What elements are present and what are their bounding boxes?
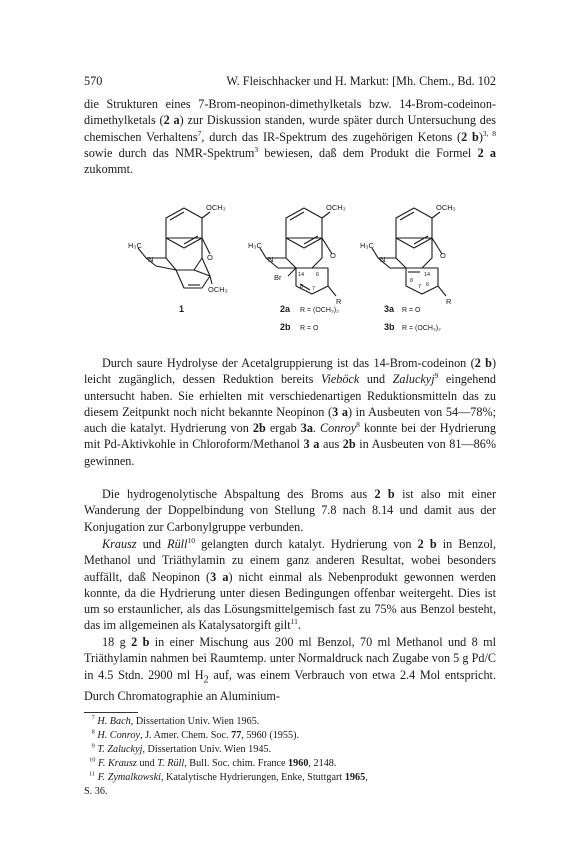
author-name: F. Zymalkowski <box>97 772 161 783</box>
year: 1960 <box>288 758 309 769</box>
footnote-ref: 10 <box>187 535 195 545</box>
text: auf, was einem Verbrauch von etwa 2.4 Mol entspricht. Durch Chromatographie an Aluminium- <box>84 667 496 704</box>
text: aus <box>319 437 343 452</box>
year: 1965 <box>344 772 366 783</box>
locant: 14 <box>424 272 431 278</box>
structure-2-drawing <box>260 208 336 296</box>
br-label: Br <box>274 273 282 282</box>
text: bewiesen, daß dem Produkt die Formel <box>258 145 478 160</box>
author-name: H. Conroy <box>97 730 140 741</box>
text: , Katalytische Hydrierungen, Enke, Stuttgart <box>160 772 345 783</box>
o-label: O <box>440 251 446 260</box>
n-label: N <box>380 255 386 264</box>
text: konnte bei der Hydrierung mit Pd-Aktivkohle in Chloroform/Methanol <box>84 421 496 452</box>
text: ) <box>478 129 483 144</box>
text: , Dissertation Univ. Wien 1945. <box>142 744 272 755</box>
compound-ref: 2 b <box>417 537 437 551</box>
compound-ref: 2b <box>342 437 356 452</box>
h3c-label: H₃C <box>360 241 374 250</box>
author-name: Rüll <box>167 537 188 551</box>
text: ergab <box>265 421 301 436</box>
text: in Benzol, Methanol und Triäthylamin zu einem ganz anderen Resultat, wobei besonders auffällt, daß Neopinon ( <box>84 537 496 584</box>
locant: 6 <box>316 272 320 278</box>
footnote-ref: 8 <box>356 420 360 430</box>
compound-ref: 3 a <box>303 437 320 452</box>
paragraph-5 <box>84 634 496 705</box>
compound-2a-label: 2a <box>280 304 291 314</box>
footnote-ref: 9 <box>434 371 439 381</box>
text: zukommt. <box>84 162 134 177</box>
footnote-10 <box>84 758 496 771</box>
text: gelangten durch katalyt. Hydrierung von <box>194 537 418 551</box>
text: , 2148. <box>308 758 337 769</box>
h3c-label: H₃C <box>248 241 262 250</box>
text: , Bull. Soc. chim. France <box>184 758 289 769</box>
locant: 8 <box>410 278 414 284</box>
locant: 6 <box>426 282 430 288</box>
compound-ref: 2 b <box>474 356 492 370</box>
text: eingehend untersucht haben. Sie erhielten mit verschiedenartigen Reduktionsmitteln das zu diesem Zeitpunkt noch nicht bekannte Neopinon ( <box>84 372 496 419</box>
compound-2b-r: R = O <box>300 325 319 332</box>
locant: 8 <box>300 284 304 290</box>
compound-2b-label: 2b <box>280 322 291 332</box>
compound-ref: 2 a <box>477 145 496 160</box>
compound-ref: 3a <box>300 421 313 436</box>
text: Durch saure Hydrolyse der Acetalgruppierung ist das 14-Brom-codeinon ( <box>102 356 475 370</box>
author-name: Krausz <box>102 537 137 551</box>
footnote-11 <box>84 772 496 785</box>
n-label: N <box>268 255 274 264</box>
text: Die hydrogenolytische Abspaltung des Broms aus <box>102 487 375 501</box>
locant: 7 <box>418 284 422 290</box>
footnote-divider <box>84 712 138 713</box>
text: . <box>297 618 301 633</box>
compound-ref: 3 a <box>332 404 348 419</box>
och3-label: OCH₃ <box>206 203 226 212</box>
paragraph-1 <box>84 96 496 177</box>
och3-label: OCH₃ <box>326 203 346 212</box>
footnote-ref: 11 <box>290 617 298 627</box>
author-name: Zaluckyj <box>392 372 435 387</box>
text: ) in Ausbeuten von 54—78%; auch die katalyt. Hydrierung von <box>84 404 496 436</box>
author-name: H. Bach <box>97 716 131 727</box>
locant: 7 <box>312 286 316 292</box>
compound-ref: 3 a <box>210 569 229 584</box>
n-label: N <box>148 255 154 264</box>
footnote-11-continued <box>84 786 496 799</box>
text: ) nicht einmal als Nebenprodukt gewonnen werden konnte, da die Hydrierung unter diesen Bedingungen offenbar weitergeht. Dies ist um so erstaunlicher, als das Lösungsmittelgemisch fast zu 75% aus Benzol besteht, das im allgemeinen als Katalysatorgift gilt <box>84 569 496 633</box>
text: und <box>136 537 168 551</box>
paragraph-3 <box>84 486 496 535</box>
structure-1-drawing <box>138 208 212 288</box>
compound-2a-r: R = (OCH₃)₂ <box>300 307 339 314</box>
compound-3a-label: 3a <box>384 304 395 314</box>
author-name: F. Krausz <box>97 758 137 769</box>
footnote-number: 11 <box>89 770 96 778</box>
compound-ref: 2 b <box>131 635 150 649</box>
och3-label: OCH₃ <box>208 285 228 294</box>
footnote-number: 7 <box>91 714 95 722</box>
footnote-number: 8 <box>91 728 95 736</box>
author-name: T. Rüll <box>157 758 185 769</box>
o-label: O <box>330 251 336 260</box>
page-number: 570 <box>84 74 103 88</box>
compound-ref: 2 a <box>163 113 180 128</box>
subscript: 2 <box>203 674 209 686</box>
locant: 14 <box>298 272 305 278</box>
text: 18 g <box>102 635 132 649</box>
compound-ref: 2 b <box>374 487 395 501</box>
author-name: Conroy <box>320 421 357 436</box>
compound-ref: 2b <box>252 421 266 436</box>
footnote-8 <box>84 730 496 743</box>
footnote-7 <box>84 716 496 729</box>
author-name: Vieböck <box>320 372 360 387</box>
text: . <box>312 421 321 436</box>
volume: 77 <box>231 730 242 741</box>
compound-3b-r: R = (OCH₃)₂ <box>402 325 441 332</box>
r-label: R <box>336 297 342 306</box>
structures-figure <box>84 196 496 346</box>
text: in Ausbeuten von 81—86% gewinnen. <box>84 437 497 468</box>
author-name: T. Zaluckyj <box>97 744 143 755</box>
text: und <box>359 372 393 387</box>
compound-3a-r: R = O <box>402 307 421 314</box>
och3-label: OCH₃ <box>436 203 456 212</box>
text: und <box>136 758 158 769</box>
compound-ref: 2 b <box>461 129 479 144</box>
footnote-number: 10 <box>89 756 96 764</box>
text: , durch das IR-Spektrum des zugehörigen Ketons ( <box>201 129 462 144</box>
running-title: W. Fleischhacker und H. Markut: [Mh. Chem., Bd. 102 <box>226 74 496 88</box>
footnote-ref: 7 <box>197 128 202 138</box>
text: die Strukturen eines 7-Brom-neopinon-dimethylketals bzw. 14-Brom-codeinon-dimethylketals ( <box>84 97 496 128</box>
h3c-label: H₃C <box>128 241 142 250</box>
paragraph-4 <box>84 536 496 634</box>
footnote-ref: 3, 8 <box>482 128 497 138</box>
footnote-9 <box>84 744 496 757</box>
paragraph-2 <box>84 355 496 469</box>
footnote-number: 9 <box>91 742 95 750</box>
text: , 5960 (1955). <box>241 730 300 741</box>
text: ist also mit einer Wanderung der Doppelbindung von Stellung 7.8 nach 8.14 und damit aus der Konjugation zur Carbonylgruppe verbunden. <box>84 487 497 534</box>
text: , J. Amer. Chem. Soc. <box>139 730 232 741</box>
text: ) zur Diskussion standen, wurde später durch Untersuchung des chemischen Verhaltens <box>84 113 497 144</box>
text: ) leicht zugänglich, dessen Reduktion bereits <box>84 356 497 387</box>
structure-3-drawing <box>372 208 446 296</box>
text: in einer Mischung aus 200 ml Benzol, 70 ml Methanol und 8 ml Triäthylamin nahmen bei Raumtemp. unter Normaldruck nach Zugabe von 5 g Pd/C in 4.5 Stdn. 2900 ml H <box>84 635 496 682</box>
r-label: R <box>446 297 452 306</box>
footnote-ref: 3 <box>254 144 259 154</box>
text: sowie durch das NMR-Spektrum <box>84 145 255 160</box>
o-label: O <box>207 253 213 262</box>
compound-3b-label: 3b <box>384 322 395 332</box>
text: S. 36. <box>84 786 108 797</box>
text: , <box>365 772 368 783</box>
compound-1-label: 1 <box>179 304 185 314</box>
text: , Dissertation Univ. Wien 1965. <box>130 716 260 727</box>
